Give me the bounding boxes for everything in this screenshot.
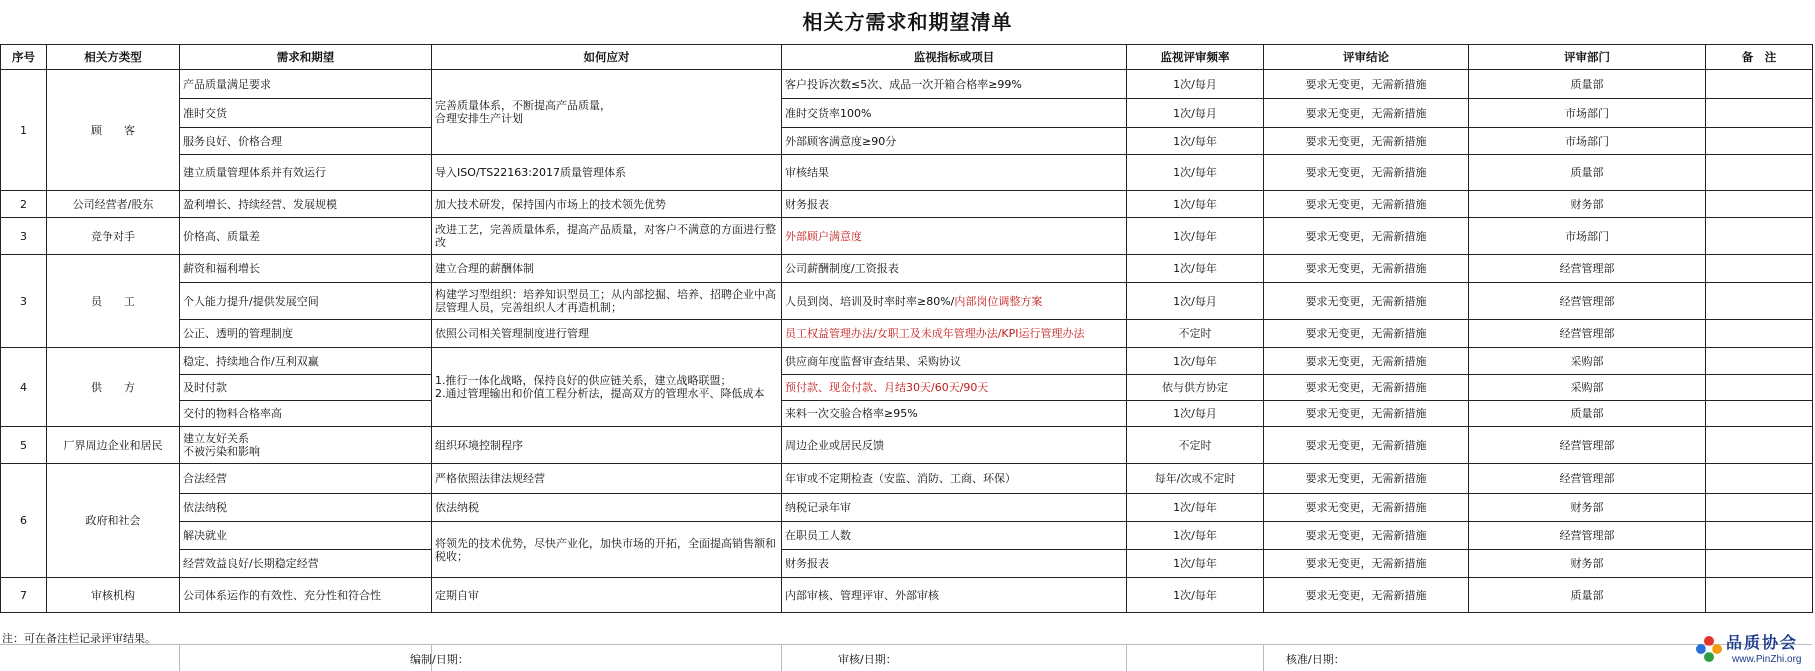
department-cell: 质量部: [1469, 70, 1706, 99]
frequency-cell: 1次/每月: [1127, 283, 1264, 320]
response-cell: 改进工艺，完善质量体系，提高产品质量，对客户不满意的方面进行整改: [432, 218, 782, 255]
footer-note: 注：可在备注栏记录评审结果。: [2, 632, 156, 645]
frequency-cell: 1次/每年: [1127, 494, 1264, 522]
metric-cell: 财务报表: [782, 191, 1127, 218]
department-cell: 财务部: [1469, 494, 1706, 522]
need-cell: 盈利增长、持续经营、发展规模: [180, 191, 432, 218]
watermark-logo: [1692, 630, 1813, 671]
need-cell: 个人能力提升/提供发展空间: [180, 283, 432, 320]
frequency-cell: 1次/每年: [1127, 218, 1264, 255]
header-row: [1, 45, 1813, 70]
group-number: 5: [1, 427, 47, 464]
group-number: 2: [1, 191, 47, 218]
table-row: [1, 283, 1813, 320]
stakeholder-type: 供 方: [47, 348, 180, 427]
department-cell: 经营管理部: [1469, 522, 1706, 550]
metric-cell: [782, 283, 1127, 320]
conclusion-cell: 要求无变更，无需新措施: [1264, 427, 1469, 464]
response-cell: 建立合理的薪酬体制: [432, 255, 782, 283]
group-number: 1: [1, 70, 47, 191]
prepared-by-label: 编制/日期：: [410, 653, 469, 666]
metric-cell: 预付款、现金付款、月结30天/60天/90天: [782, 375, 1127, 401]
frequency-cell: 1次/每年: [1127, 191, 1264, 218]
response-cell: 1.推行一体化战略，保持良好的供应链关系，建立战略联盟； 2.通过管理输出和价值工程分析法，提高双方的管理水平、降低成本: [432, 348, 782, 427]
conclusion-cell: 要求无变更，无需新措施: [1264, 320, 1469, 348]
frequency-cell: 1次/每年: [1127, 578, 1264, 613]
department-cell: 财务部: [1469, 550, 1706, 578]
metric-cell: 准时交货率100%: [782, 99, 1127, 128]
department-cell: 质量部: [1469, 578, 1706, 613]
table-row: [1, 218, 1813, 255]
table-row: [1, 522, 1813, 550]
metric-cell: 来料一次交验合格率≥95%: [782, 401, 1127, 427]
conclusion-cell: 要求无变更，无需新措施: [1264, 99, 1469, 128]
department-cell: 采购部: [1469, 348, 1706, 375]
footer-divider: [0, 644, 1812, 645]
department-cell: 质量部: [1469, 155, 1706, 191]
header-need: 需求和期望: [180, 45, 432, 70]
department-cell: 市场部门: [1469, 128, 1706, 155]
stakeholder-type: 审核机构: [47, 578, 180, 613]
department-cell: 市场部门: [1469, 99, 1706, 128]
conclusion-cell: 要求无变更，无需新措施: [1264, 255, 1469, 283]
metric-cell: 公司薪酬制度/工资报表: [782, 255, 1127, 283]
remarks-cell: [1706, 70, 1813, 99]
need-cell: 服务良好、价格合理: [180, 128, 432, 155]
metric-cell: 供应商年度监督审查结果、采购协议: [782, 348, 1127, 375]
conclusion-cell: 要求无变更，无需新措施: [1264, 218, 1469, 255]
remarks-cell: [1706, 522, 1813, 550]
remarks-cell: [1706, 494, 1813, 522]
table-row: [1, 255, 1813, 283]
need-cell: 准时交货: [180, 99, 432, 128]
stakeholder-type: 厂界周边企业和居民: [47, 427, 180, 464]
need-cell: 建立友好关系 不被污染和影响: [180, 427, 432, 464]
remarks-cell: [1706, 255, 1813, 283]
stakeholder-type: 公司经营者/股东: [47, 191, 180, 218]
need-cell: 公正、透明的管理制度: [180, 320, 432, 348]
frequency-cell: 不定时: [1127, 427, 1264, 464]
flower-logo-icon: [1692, 632, 1726, 666]
conclusion-cell: 要求无变更，无需新措施: [1264, 494, 1469, 522]
table-row: [1, 464, 1813, 494]
need-cell: 解决就业: [180, 522, 432, 550]
page-title: 相关方需求和期望清单: [802, 10, 1013, 34]
metric-cell: 年审或不定期检查（安监、消防、工商、环保）: [782, 464, 1127, 494]
need-cell: 经营效益良好/长期稳定经营: [180, 550, 432, 578]
department-cell: 经营管理部: [1469, 283, 1706, 320]
response-cell: 将领先的技术优势，尽快产业化，加快市场的开拓，全面提高销售额和税收；: [432, 522, 782, 578]
conclusion-cell: 要求无变更，无需新措施: [1264, 348, 1469, 375]
conclusion-cell: 要求无变更，无需新措施: [1264, 155, 1469, 191]
remarks-cell: [1706, 99, 1813, 128]
stakeholder-type: 员 工: [47, 255, 180, 348]
department-cell: 财务部: [1469, 191, 1706, 218]
metric-cell: 纳税记录年审: [782, 494, 1127, 522]
metric-text-highlight: 内部岗位调整方案: [954, 294, 1043, 308]
response-cell: 导入ISO/TS22163:2017质量管理体系: [432, 155, 782, 191]
department-cell: 经营管理部: [1469, 255, 1706, 283]
group-number: 3: [1, 218, 47, 255]
remarks-cell: [1706, 427, 1813, 464]
conclusion-cell: 要求无变更，无需新措施: [1264, 375, 1469, 401]
need-cell: 公司体系运作的有效性、充分性和符合性: [180, 578, 432, 613]
conclusion-cell: 要求无变更，无需新措施: [1264, 283, 1469, 320]
group-number: 3: [1, 255, 47, 348]
table-row: [1, 494, 1813, 522]
header-frequency: 监视评审频率: [1127, 45, 1264, 70]
logo-url: www.PinZhi.org: [1732, 654, 1802, 665]
conclusion-cell: 要求无变更，无需新措施: [1264, 578, 1469, 613]
footer-divider: [1263, 644, 1264, 671]
frequency-cell: 1次/每年: [1127, 550, 1264, 578]
need-cell: 交付的物料合格率高: [180, 401, 432, 427]
remarks-cell: [1706, 401, 1813, 427]
remarks-cell: [1706, 464, 1813, 494]
metric-cell: 财务报表: [782, 550, 1127, 578]
footer-divider: [781, 644, 782, 671]
conclusion-cell: 要求无变更，无需新措施: [1264, 70, 1469, 99]
group-number: 6: [1, 464, 47, 578]
header-no: 序号: [1, 45, 47, 70]
response-cell: 定期自审: [432, 578, 782, 613]
table-row: [1, 427, 1813, 464]
group-number: 4: [1, 348, 47, 427]
response-cell: 加大技术研发，保持国内市场上的技术领先优势: [432, 191, 782, 218]
table-row: [1, 348, 1813, 375]
table-row: [1, 155, 1813, 191]
header-conclusion: 评审结论: [1264, 45, 1469, 70]
table-row: [1, 99, 1813, 128]
table-row: [1, 70, 1813, 99]
frequency-cell: 不定时: [1127, 320, 1264, 348]
department-cell: 市场部门: [1469, 218, 1706, 255]
frequency-cell: 1次/每月: [1127, 401, 1264, 427]
department-cell: 经营管理部: [1469, 464, 1706, 494]
department-cell: 采购部: [1469, 375, 1706, 401]
metric-cell: 员工权益管理办法/女职工及未成年管理办法/KPI运行管理办法: [782, 320, 1127, 348]
table-row: [1, 128, 1813, 155]
approved-by-label: 核准/日期：: [1286, 653, 1345, 666]
need-cell: 稳定、持续地合作/互利双赢: [180, 348, 432, 375]
footer-divider: [1126, 644, 1127, 671]
need-cell: 及时付款: [180, 375, 432, 401]
remarks-cell: [1706, 128, 1813, 155]
header-type: 相关方类型: [47, 45, 180, 70]
conclusion-cell: 要求无变更，无需新措施: [1264, 401, 1469, 427]
header-department: 评审部门: [1469, 45, 1706, 70]
frequency-cell: 1次/每年: [1127, 348, 1264, 375]
need-cell: 薪资和福利增长: [180, 255, 432, 283]
frequency-cell: 1次/每年: [1127, 128, 1264, 155]
metric-cell: 周边企业或居民反馈: [782, 427, 1127, 464]
conclusion-cell: 要求无变更，无需新措施: [1264, 550, 1469, 578]
stakeholder-table: [0, 44, 1813, 613]
table-row: [1, 578, 1813, 613]
department-cell: 质量部: [1469, 401, 1706, 427]
response-cell: 完善质量体系，不断提高产品质量， 合理安排生产计划: [432, 70, 782, 155]
stakeholder-type: 政府和社会: [47, 464, 180, 578]
conclusion-cell: 要求无变更，无需新措施: [1264, 128, 1469, 155]
response-cell: 依法纳税: [432, 494, 782, 522]
remarks-cell: [1706, 348, 1813, 375]
conclusion-cell: 要求无变更，无需新措施: [1264, 464, 1469, 494]
group-number: 7: [1, 578, 47, 613]
metric-cell: 客户投诉次数≤5次、成品一次开箱合格率≥99%: [782, 70, 1127, 99]
metric-cell: 内部审核、管理评审、外部审核: [782, 578, 1127, 613]
conclusion-cell: 要求无变更，无需新措施: [1264, 191, 1469, 218]
response-cell: 组织环境控制程序: [432, 427, 782, 464]
need-cell: 依法纳税: [180, 494, 432, 522]
remarks-cell: [1706, 375, 1813, 401]
frequency-cell: 1次/每年: [1127, 255, 1264, 283]
stakeholder-type: 竞争对手: [47, 218, 180, 255]
metric-cell: 外部顾户满意度: [782, 218, 1127, 255]
metric-text: 人员到岗、培训及时率时率≥80%/: [785, 294, 955, 308]
need-cell: 合法经营: [180, 464, 432, 494]
remarks-cell: [1706, 550, 1813, 578]
frequency-cell: 1次/每月: [1127, 99, 1264, 128]
need-cell: 产品质量满足要求: [180, 70, 432, 99]
logo-text: 品质协会: [1726, 633, 1799, 652]
footer-divider: [179, 644, 180, 671]
frequency-cell: 1次/每年: [1127, 522, 1264, 550]
table-row: [1, 191, 1813, 218]
remarks-cell: [1706, 155, 1813, 191]
header-response: 如何应对: [432, 45, 782, 70]
frequency-cell: 依与供方协定: [1127, 375, 1264, 401]
response-cell: 严格依照法律法规经营: [432, 464, 782, 494]
conclusion-cell: 要求无变更，无需新措施: [1264, 522, 1469, 550]
remarks-cell: [1706, 191, 1813, 218]
remarks-cell: [1706, 320, 1813, 348]
response-cell: 依照公司相关管理制度进行管理: [432, 320, 782, 348]
frequency-cell: 1次/每年: [1127, 155, 1264, 191]
reviewed-by-label: 审核/日期：: [838, 653, 897, 666]
frequency-cell: 1次/每月: [1127, 70, 1264, 99]
metric-cell: 在职员工人数: [782, 522, 1127, 550]
table-row: [1, 401, 1813, 427]
metric-cell: 审核结果: [782, 155, 1127, 191]
remarks-cell: [1706, 218, 1813, 255]
response-cell: 构建学习型组织：培养知识型员工；从内部挖掘、培养、招聘企业中高层管理人员，完善组织人才再造机制；: [432, 283, 782, 320]
table-row: [1, 550, 1813, 578]
metric-cell: 外部顾客满意度≥90分: [782, 128, 1127, 155]
header-metric: 监视指标或项目: [782, 45, 1127, 70]
remarks-cell: [1706, 578, 1813, 613]
table-row: [1, 320, 1813, 348]
need-cell: 价格高、质量差: [180, 218, 432, 255]
frequency-cell: 每年/次或不定时: [1127, 464, 1264, 494]
need-cell: 建立质量管理体系并有效运行: [180, 155, 432, 191]
table-row: [1, 375, 1813, 401]
remarks-cell: [1706, 283, 1813, 320]
header-remarks: 备 注: [1706, 45, 1813, 70]
stakeholder-type: 顾 客: [47, 70, 180, 191]
department-cell: 经营管理部: [1469, 320, 1706, 348]
department-cell: 经营管理部: [1469, 427, 1706, 464]
